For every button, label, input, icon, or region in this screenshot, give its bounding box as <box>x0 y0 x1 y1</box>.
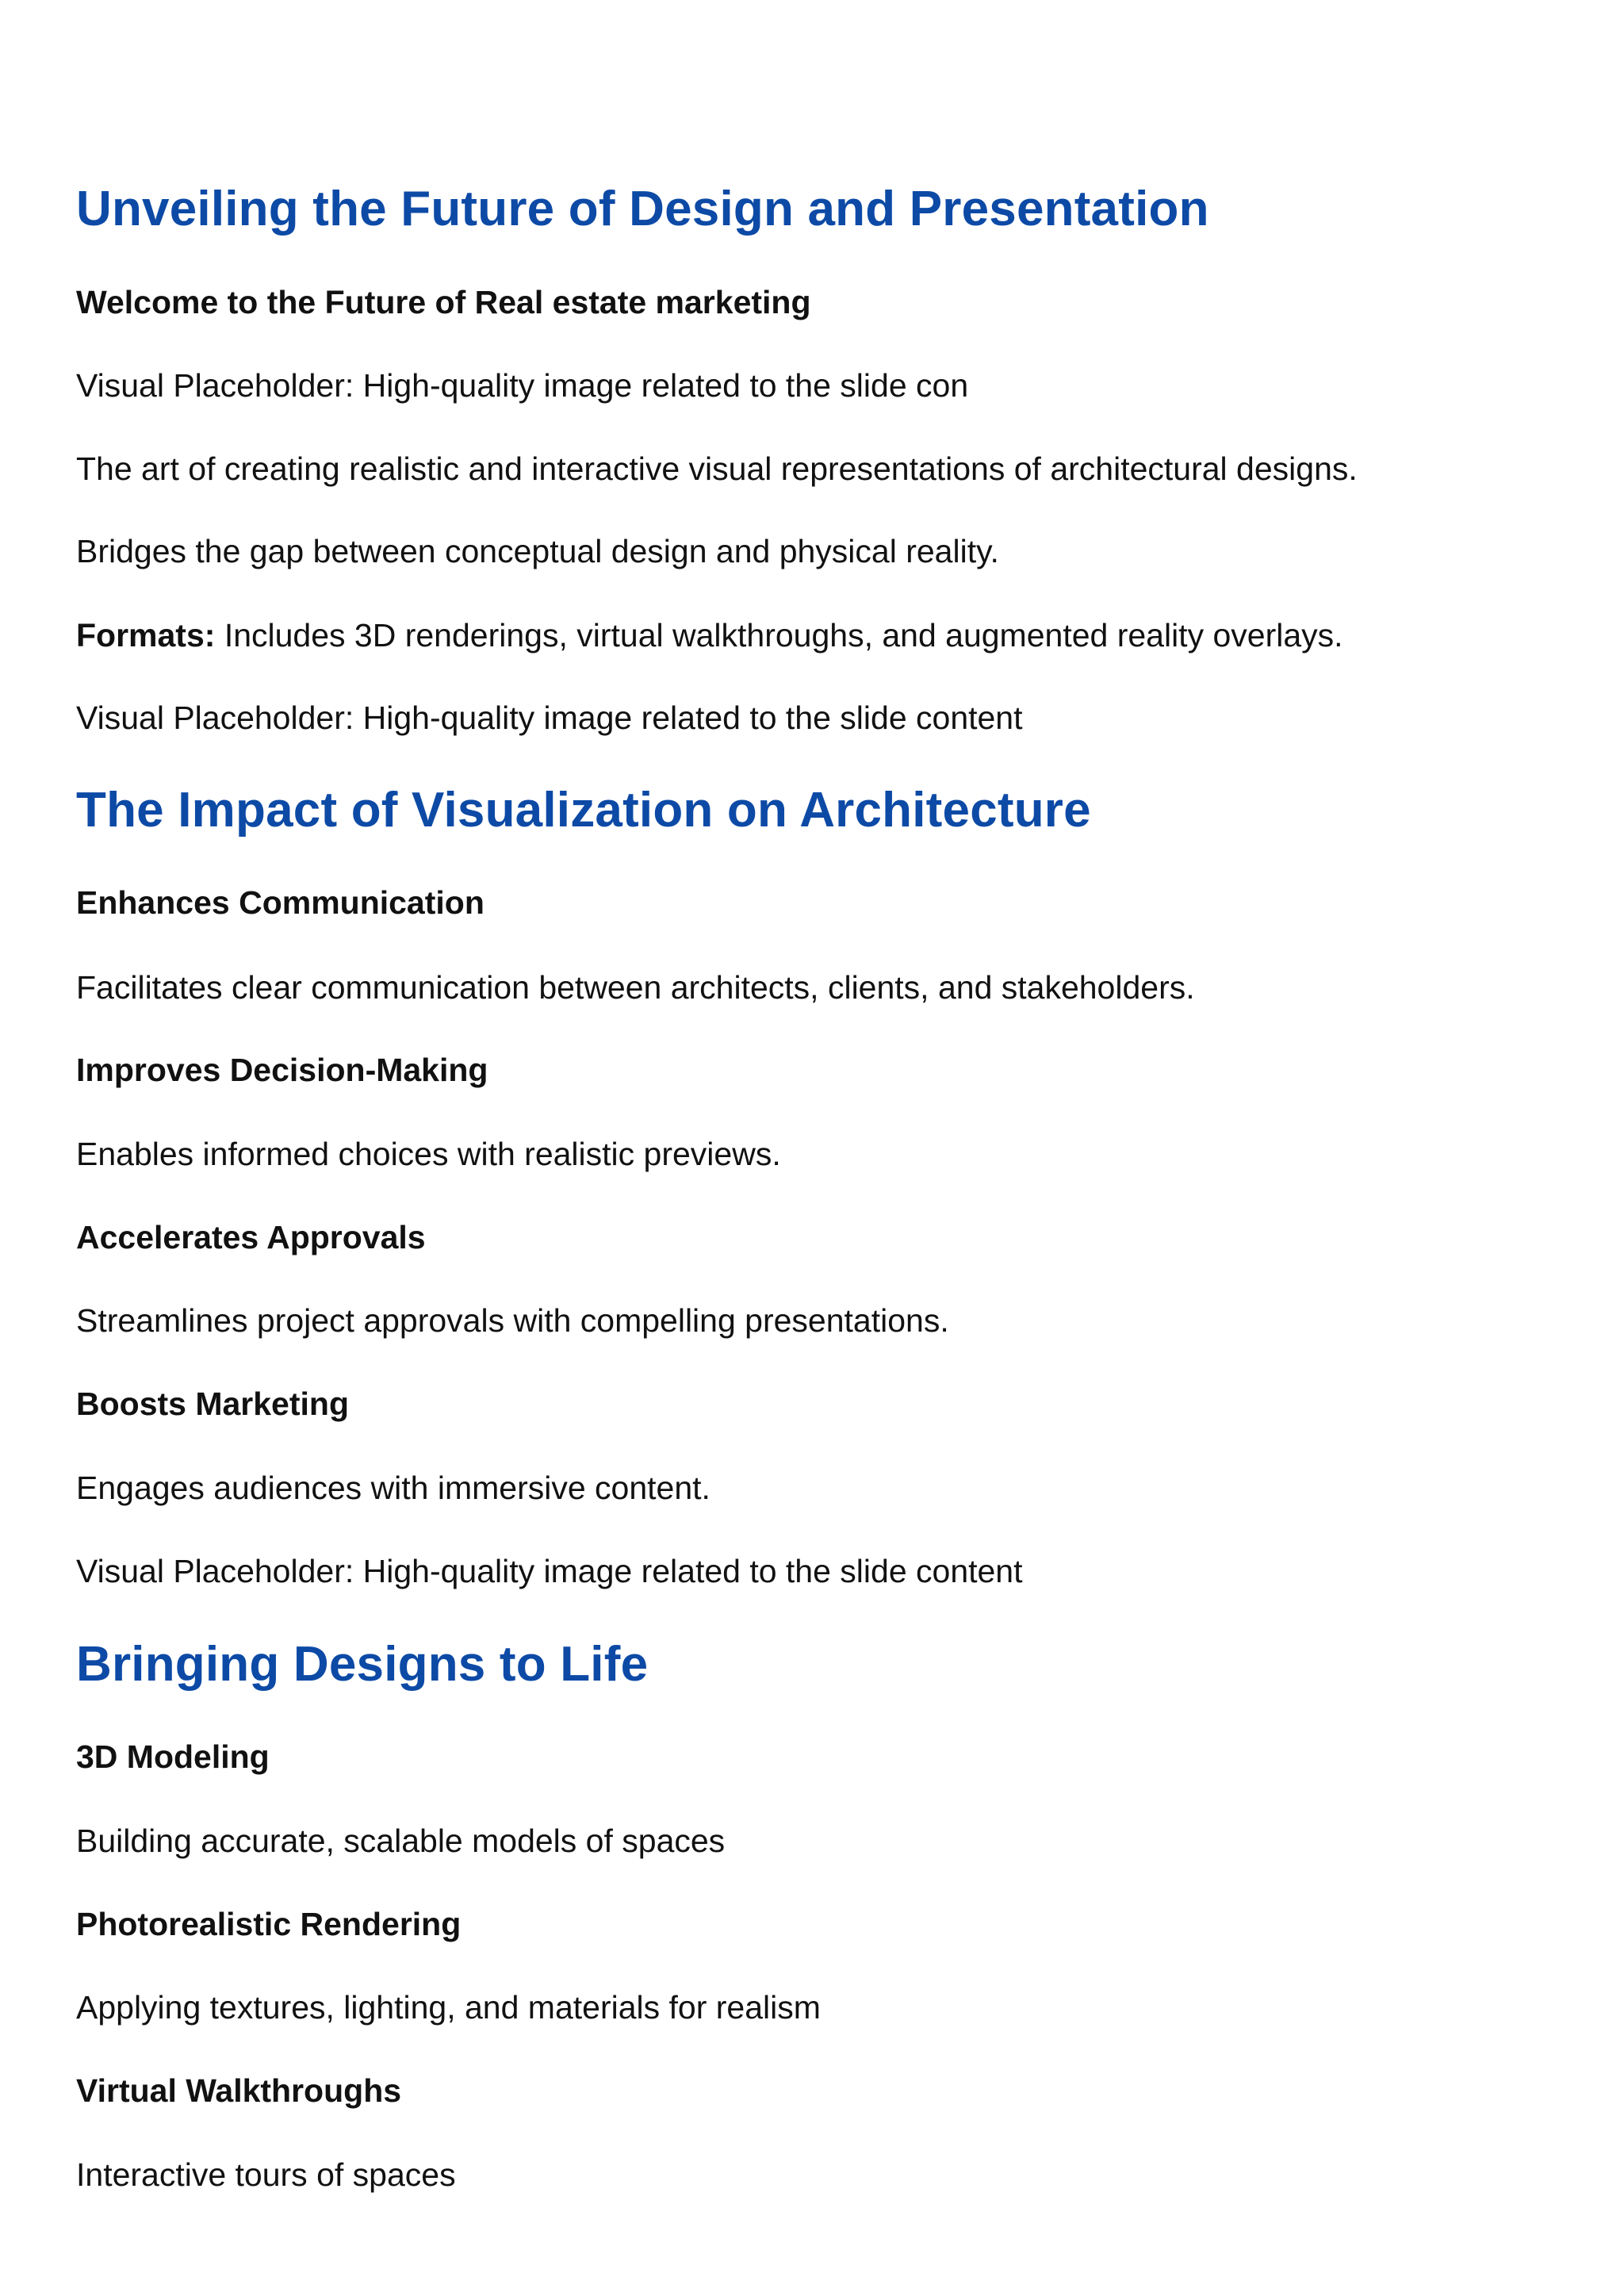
formats-line <box>76 617 1343 654</box>
section-heading-2: The Impact of Visualization on Architecture <box>76 783 1091 838</box>
visual-placeholder: Visual Placeholder: High-quality image related to the slide content <box>76 1553 1023 1589</box>
item-text: Enables informed choices with realistic previews. <box>76 1136 781 1172</box>
body-line: Bridges the gap between conceptual design and physical reality. <box>76 533 999 569</box>
body-line: Visual Placeholder: High-quality image related to the slide con <box>76 367 969 404</box>
formats-text: Includes 3D renderings, virtual walkthroughs, and augmented reality overlays. <box>224 617 1343 654</box>
visual-placeholder: Visual Placeholder: High-quality image related to the slide content <box>76 700 1023 736</box>
item-text: Building accurate, scalable models of spaces <box>76 1823 726 1859</box>
formats-label: Formats: <box>76 617 216 654</box>
item-text: Streamlines project approvals with compelling presentations. <box>76 1302 949 1339</box>
section-heading-1: Unveiling the Future of Design and Presentation <box>76 182 1209 236</box>
body-line: The art of creating realistic and interactive visual representations of architectural designs. <box>76 450 1358 487</box>
item-title: Photorealistic Rendering <box>76 1906 462 1942</box>
item-text: Engages audiences with immersive content. <box>76 1470 710 1506</box>
item-text: Interactive tours of spaces <box>76 2156 456 2193</box>
item-title: Enhances Communication <box>76 884 485 921</box>
item-title: Accelerates Approvals <box>76 1219 426 1255</box>
item-title: 3D Modeling <box>76 1738 270 1775</box>
item-text: Applying textures, lighting, and materials for realism <box>76 1989 821 2026</box>
item-title: Boosts Marketing <box>76 1386 349 1422</box>
item-title: Virtual Walkthroughs <box>76 2072 402 2109</box>
section-subheading-1: Welcome to the Future of Real estate marketing <box>76 284 811 320</box>
item-text: Facilitates clear communication between architects, clients, and stakeholders. <box>76 969 1195 1006</box>
item-title: Improves Decision-Making <box>76 1052 488 1088</box>
section-heading-3: Bringing Designs to Life <box>76 1637 649 1692</box>
